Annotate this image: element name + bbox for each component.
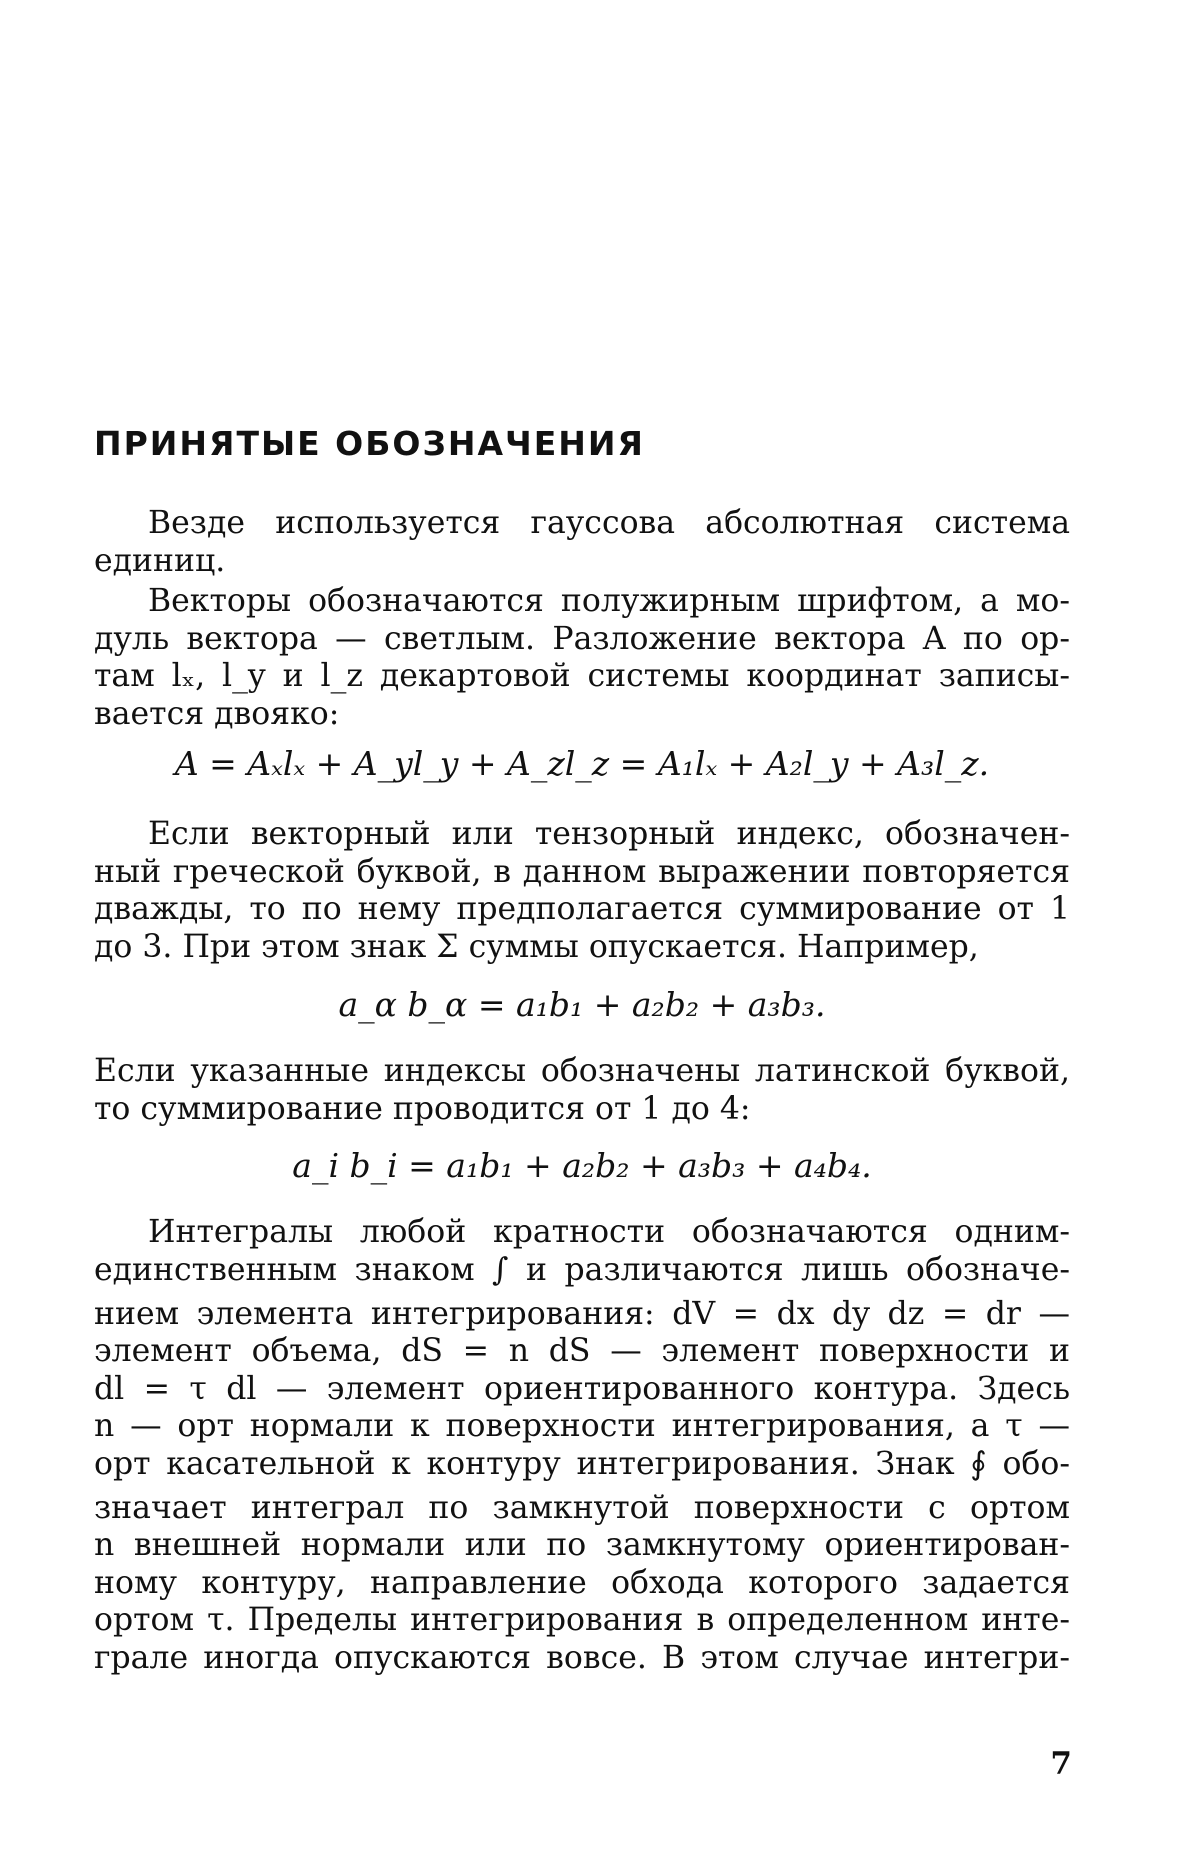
text-line: нием элемента интегрирования: dV = dx dy dz = dr — [94,1295,1070,1332]
text-line: Векторы обозначаются полужирным шрифтом, а мо- [148,583,1070,619]
text-line: ному контуру, направление обхода которого задается [94,1564,1070,1601]
paragraph-vectors [94,583,1070,733]
text-line: орт касательной к контуру интегрирования. Знак ∮ обо- [94,1445,1070,1482]
text-line: грале иногда опускаются вовсе. В этом случае интегри- [94,1639,1070,1676]
paragraph-integrals [94,1213,1070,1676]
text-line: ный греческой буквой, в данном выражении повторяется [94,853,1070,890]
text-line: элемент объема, dS = n dS — элемент поверхности и [94,1333,1070,1369]
text-line: ортом τ. Пределы интегрирования в определенном инте- [94,1602,1070,1638]
text-line: вается двояко: [94,695,340,732]
text-line: значает интеграл по замкнутой поверхности с ортом [94,1489,1070,1526]
text-line: Если векторный или тензорный индекс, обозначен- [148,816,1070,852]
text-line: дуль вектора — светлым. Разложение вектора A по ор- [94,620,1070,657]
text-line: dl = τ dl — элемент ориентированного контура. Здесь [94,1370,1070,1407]
formula-greek-summation: a_α b_α = a₁b₁ + a₂b₂ + a₃b₃. [338,985,826,1024]
text-line: Интегралы любой кратности обозначаются одним- [148,1214,1070,1250]
text-line: Если указанные индексы обозначены латинской буквой, [94,1053,1070,1089]
text-line: то суммирование проводится от 1 до 4: [94,1090,751,1127]
page-title: ПРИНЯТЫЕ ОБОЗНАЧЕНИЯ [94,424,645,463]
paragraph-units [94,505,1070,580]
text-line: там lₓ, l_y и l_z декартовой системы координат записы- [94,658,1070,694]
paragraph-greek-index [94,816,1070,966]
text-line: единственным знаком ∫ и различаются лишь обозначе- [94,1251,1070,1288]
text-line: дважды, то по нему предполагается суммирование от 1 [94,891,1070,927]
paragraph-latin-index [94,1053,1070,1128]
formula-latin-summation: a_i b_i = a₁b₁ + a₂b₂ + a₃b₃ + a₄b₄. [292,1146,872,1185]
text-line: до 3. При этом знак Σ суммы опускается. Например, [94,928,979,965]
text-line: n — орт нормали к поверхности интегрирования, а τ — [94,1408,1070,1444]
text-line: Везде используется гауссова абсолютная система [148,505,1070,541]
text-line: единиц. [94,542,226,579]
formula-vector-decomposition: A = Aₓlₓ + A_yl_y + A_zl_z = A₁lₓ + A₂l_y + A₃l_z. [174,744,990,783]
page-number: 7 [1050,1746,1072,1782]
text-line: n внешней нормали или по замкнутому ориентирован- [94,1527,1070,1563]
